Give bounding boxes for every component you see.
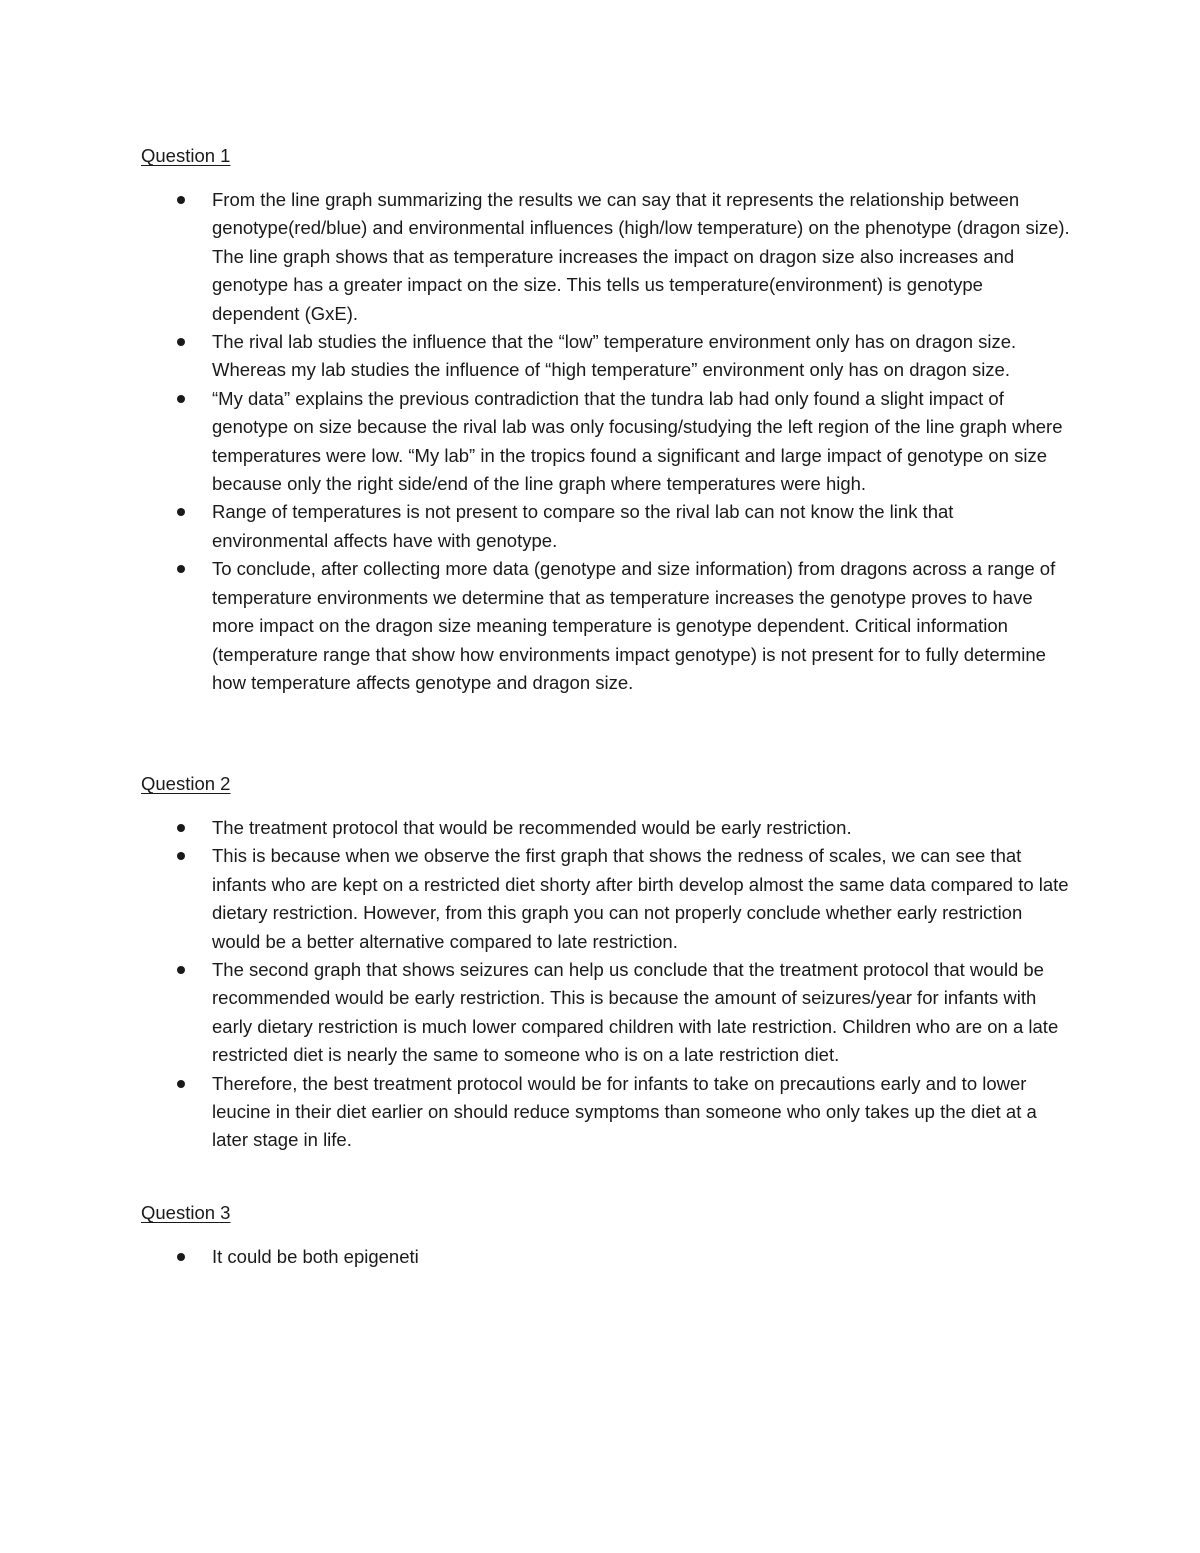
bullet-icon <box>177 852 185 860</box>
question-1-heading: Question 1 <box>141 145 231 166</box>
bullet-text: “My data” explains the previous contradiction that the tundra lab had only found a slight impact of genotype on size because the rival lab was only focusing/studying the left region of the line graph where temperatures were low. “My lab” in the tropics found a significant and large impact of genotype on size because only the right side/end of the line graph where temperatures were high. <box>212 387 1063 495</box>
bullet-text: The second graph that shows seizures can help us conclude that the treatment protocol that would be recommended would be early restriction. This is because the amount of seizures/year for infants with early dietary restriction is much lower compared children with late restriction. Children who are on a late restricted diet is nearly the same to someone who is on a late restriction diet. <box>212 959 1059 1066</box>
bullet-icon <box>177 1080 185 1088</box>
bullet-text: From the line graph summarizing the results we can say that it represents the relationship between genotype(red/blue) and environmental influences (high/low temperature) on the phenotype (dragon size). The line graph shows that as temperature increases the impact on dragon size also increases and genotype has a greater impact on the size. This tells us temperature(environment) is genotype dependent (GxE). <box>212 189 1070 324</box>
bullet-text: The rival lab studies the influence that the “low” temperature environment only has on dragon size. Whereas my lab studies the influence of “high temperature” environment only has on dragon size. <box>212 331 1017 381</box>
question-3-bullet-list <box>141 1243 1071 1271</box>
question-2-section <box>141 772 1071 1155</box>
list-item <box>141 842 1071 956</box>
bullet-text: To conclude, after collecting more data (genotype and size information) from dragons across a range of temperature environments we determine that as temperature increases the genotype proves to have more impact on the dragon size meaning temperature is genotype dependent. Critical information (temperature range that show how environments impact genotype) is not present for to fully determine how temperature affects genotype and dragon size. <box>212 558 1056 693</box>
list-item <box>141 1070 1071 1155</box>
bullet-icon <box>177 565 185 573</box>
question-3-section <box>141 1201 1071 1271</box>
list-item <box>141 498 1071 555</box>
bullet-text: Therefore, the best treatment protocol would be for infants to take on precautions early and to lower leucine in their diet earlier on should reduce symptoms than someone who only takes up the diet at a later stage in life. <box>212 1072 1037 1151</box>
question-1-bullet-list <box>141 186 1071 697</box>
list-item <box>141 814 1071 842</box>
bullet-icon <box>177 508 185 516</box>
list-item <box>141 1243 1071 1271</box>
bullet-icon <box>177 966 185 974</box>
bullet-text: It could be both epigeneti <box>212 1246 419 1267</box>
list-item <box>141 186 1071 328</box>
bullet-icon <box>177 824 185 832</box>
bullet-icon <box>177 338 185 346</box>
question-1-section <box>141 144 1071 697</box>
question-2-bullet-list <box>141 814 1071 1155</box>
list-item <box>141 956 1071 1070</box>
list-item <box>141 555 1071 697</box>
bullet-text: The treatment protocol that would be recommended would be early restriction. <box>212 817 852 838</box>
list-item <box>141 385 1071 499</box>
bullet-text: Range of temperatures is not present to compare so the rival lab can not know the link that environmental affects have with genotype. <box>212 501 954 551</box>
question-2-heading: Question 2 <box>141 773 231 794</box>
question-3-heading: Question 3 <box>141 1202 231 1223</box>
bullet-text: This is because when we observe the first graph that shows the redness of scales, we can see that infants who are kept on a restricted diet shorty after birth develop almost the same data compared to late dietary restriction. However, from this graph you can not properly conclude whether early restriction would be a better alternative compared to late restriction. <box>212 845 1069 952</box>
bullet-icon <box>177 1253 185 1261</box>
bullet-icon <box>177 196 185 204</box>
list-item <box>141 328 1071 385</box>
bullet-icon <box>177 395 185 403</box>
